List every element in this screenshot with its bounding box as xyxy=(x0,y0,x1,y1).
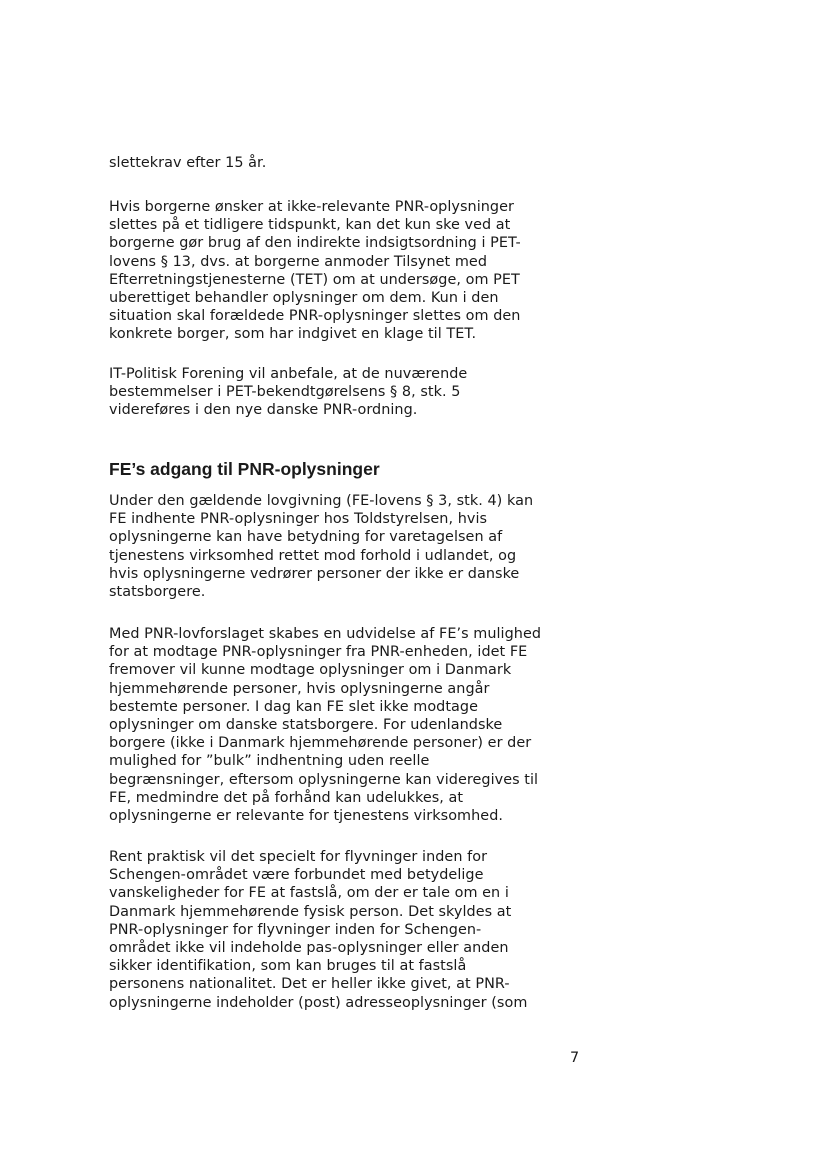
paragraph-gaeldende-lovgivning xyxy=(109,492,609,601)
text-line: området ikke vil indeholde pas-oplysninger eller anden xyxy=(109,940,509,957)
text-line: oplysningerne kan have betydning for varetagelsen af xyxy=(109,529,503,546)
text-line: tjenestens virksomhed rettet mod forhold i udlandet, og xyxy=(109,547,517,564)
paragraph-anbefaling xyxy=(109,365,609,420)
text-line: Efterretningstjenesterne (TET) om at undersøge, om PET xyxy=(109,271,520,288)
page-number: 7 xyxy=(570,1050,580,1066)
text-line: for at modtage PNR-oplysninger fra PNR-enheden, idet FE xyxy=(109,644,528,661)
text-line: oplysninger om danske statsborgere. For udenlandske xyxy=(109,717,503,734)
text-line: Schengen-området være forbundet med betydelige xyxy=(109,867,484,884)
text-line: fremover vil kunne modtage oplysninger om i Danmark xyxy=(109,662,512,679)
text-line: IT-Politisk Forening vil anbefale, at de nuværende xyxy=(109,366,468,382)
text-line: slettes på et tidligere tidspunkt, kan det kun ske ved at xyxy=(109,217,511,234)
text-line: hjemmehørende personer, hvis oplysningerne angår xyxy=(109,680,490,697)
text-line: slettekrav efter 15 år. xyxy=(109,155,267,171)
text-line: hvis oplysningerne vedrører personer der ikke er danske xyxy=(109,565,520,582)
text-line: borgere (ikke i Danmark hjemmehørende personer) er der xyxy=(109,735,532,752)
text-line: videreføres i den nye danske PNR-ordning. xyxy=(109,402,418,419)
text-line: borgerne gør brug af den indirekte indsigtsordning i PET- xyxy=(109,235,521,252)
paragraph-slettekrav xyxy=(109,154,609,172)
text-line: FE indhente PNR-oplysninger hos Toldstyrelsen, hvis xyxy=(109,511,488,528)
text-line: bestemte personer. I dag kan FE slet ikke modtage xyxy=(109,698,479,715)
text-line: sikker identifikation, som kan bruges til at fastslå xyxy=(109,958,467,975)
text-line: oplysningerne er relevante for tjenestens virksomhed. xyxy=(109,808,503,825)
text-line: vanskeligheder for FE at fastslå, om der er tale om en i xyxy=(109,885,509,902)
text-line: Rent praktisk vil det specielt for flyvninger inden for xyxy=(109,849,488,865)
text-line: personens nationalitet. Det er heller ikke givet, at PNR- xyxy=(109,976,510,993)
text-line: statsborgere. xyxy=(109,584,206,601)
paragraph-schengen xyxy=(109,848,609,1012)
text-line: lovens § 13, dvs. at borgerne anmoder Tilsynet med xyxy=(109,253,488,270)
text-line: begrænsninger, eftersom oplysningerne kan videregives til xyxy=(109,771,539,788)
text-line: FE, medmindre det på forhånd kan udelukkes, at xyxy=(109,789,464,806)
text-line: Med PNR-lovforslaget skabes en udvidelse af FE’s mulighed xyxy=(109,626,542,642)
text-line: oplysningerne indeholder (post) adresseoplysninger (som xyxy=(109,994,528,1011)
text-line: uberettiget behandler oplysninger om dem. Kun i den xyxy=(109,290,499,307)
text-line: situation skal forældede PNR-oplysninger slettes om den xyxy=(109,308,521,325)
text-line: Danmark hjemmehørende fysisk person. Det skyldes at xyxy=(109,903,512,920)
paragraph-lovforslag-udvidelse xyxy=(109,625,609,825)
text-line: Under den gældende lovgivning (FE-lovens § 3, stk. 4) kan xyxy=(109,493,534,509)
section-heading: FE’s adgang til PNR-oplysninger xyxy=(109,459,380,479)
text-line: mulighed for ”bulk” indhentning uden reelle xyxy=(109,753,430,770)
text-line: Hvis borgerne ønsker at ikke-relevante PNR-oplysninger xyxy=(109,199,514,215)
text-line: PNR-oplysninger for flyvninger inden for Schengen- xyxy=(109,921,482,938)
paragraph-borgerne-sletning xyxy=(109,198,609,344)
text-line: konkrete borger, som har indgivet en klage til TET. xyxy=(109,326,477,343)
text-line: bestemmelser i PET-bekendtgørelsens § 8, stk. 5 xyxy=(109,384,461,401)
